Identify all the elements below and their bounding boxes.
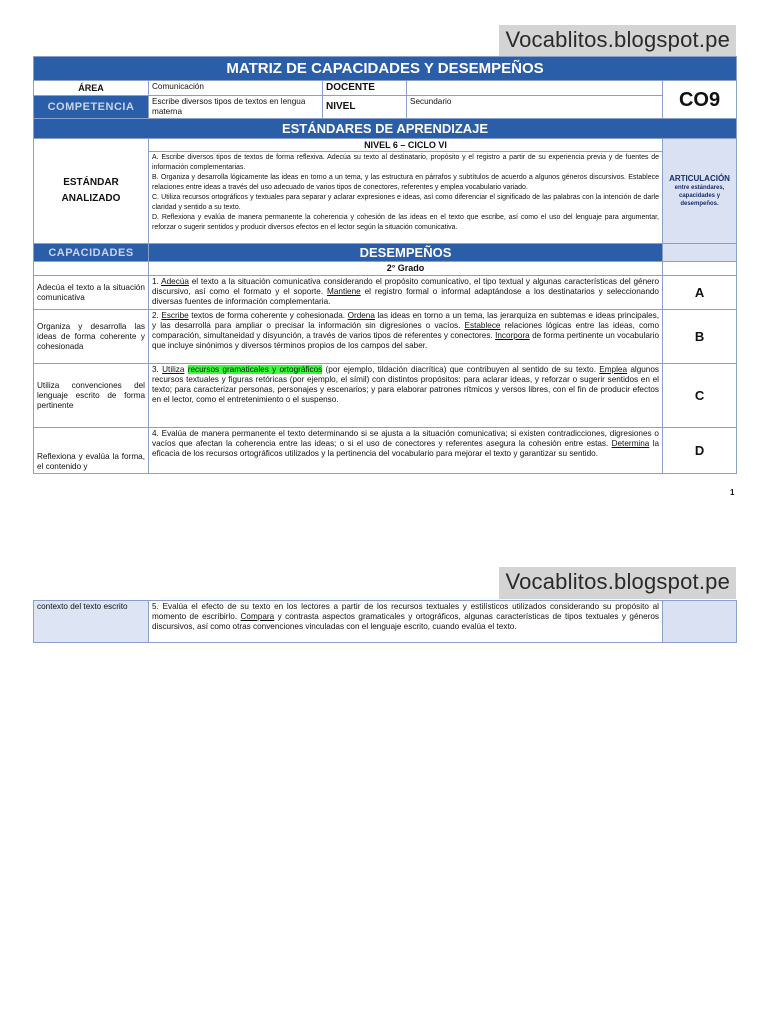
capacidad-cell: Utiliza convenciones del lenguaje escrito de forma pertinente [34,364,149,428]
capacidad-cell: contexto del texto escrito [34,601,149,643]
page-1 [0,0,768,500]
articulacion-cell [663,139,737,244]
estandar-item-c: C. Utiliza recursos ortográficos y textuales para separar y aclarar expresiones e ideas, así como diferenciar el significado de las palabras con la intención de darle claridad y sentido a su texto. [152,194,659,211]
estandar-text [149,152,663,244]
articulacion-sub: entre estándares, capacidades y desempeños. [674,185,725,207]
nivel-ciclo: NIVEL 6 – CICLO VI [149,139,663,152]
competencia-label: COMPETENCIA [34,96,149,119]
matrix-table-continuation [33,600,737,643]
estandar-item-a: A. Escribe diversos tipos de textos de forma reflexiva. Adecúa su texto al destinatario, propósito y el registro a partir de su experiencia previa y de fuentes de información complementarias. [152,154,659,171]
capacidad-cell: Adecúa el texto a la situación comunicativa [34,276,149,310]
text-segment: 2. [152,311,162,320]
docente-value [407,81,663,96]
text-segment: el registro formal o informal adaptándose a los destinatarios y seleccionando diversas fuentes de información complementaria. [152,287,659,306]
table-row [34,276,737,310]
grado-empty [34,262,149,276]
matrix-title: MATRIZ DE CAPACIDADES Y DESEMPEÑOS [34,57,737,81]
text-segment: la eficacia de los recursos ortográficos utilizados y la pertinencia del vocabulario para mejorar el texto y garantizar su sentido. [152,439,659,458]
desempenos-label: DESEMPEÑOS [149,244,663,262]
nivel-label: NIVEL [323,96,407,119]
text-segment: el texto a la situación comunicativa considerando el propósito comunicativo, el tipo textual y algunas características del género discursivo, así como el formato y el soporte. [152,277,659,296]
text-segment: 1. [152,277,162,286]
estandares-title: ESTÁNDARES DE APRENDIZAJE [34,119,737,139]
underlined-verb: Escribe [161,311,189,320]
text-segment: (por ejemplo, tildación diacrítica) que contribuyen al sentido de su texto. [322,365,600,374]
desempenos-side [663,244,737,262]
nivel-value: Secundario [407,96,663,119]
capacidad-cell: Organiza y desarrolla las ideas de forma coherente y cohesionada [34,310,149,364]
capacidades-label: CAPACIDADES [34,244,149,262]
docente-label: DOCENTE [323,81,407,96]
estandar-item-d: D. Reflexiona y evalúa de manera permanente la coherencia y cohesión de las ideas en el texto que escribe, así como el uso del lenguaje para argumentar, reforzar o sugerir sentidos y producir diversos efectos en el lector según la situación comunicativa. [152,214,659,231]
underlined-verb: Adecúa [161,277,189,286]
area-value: Comunicación [149,81,323,96]
text-segment: 5. Evalúa el efecto de su texto en los lectores a partir de los recursos textuales y estilísticos utilizados considerando su propósito al momento de escribirlo. [152,602,659,621]
underlined-verb: Mantiene [327,287,361,296]
estandar-label: ESTÁNDAR ANALIZADO [34,139,149,244]
underlined-verb: Ordena [347,311,375,320]
underlined-verb: Compara [240,612,275,621]
competencia-value: Escribe diversos tipos de textos en lengua materna [149,96,323,119]
desempeno-cell [149,310,663,364]
desempeno-cell [149,601,663,643]
table-row [34,428,737,474]
underlined-verb: Determina [611,439,650,448]
desempeno-cell [149,364,663,428]
articulacion-title: ARTICULACIÓN [669,174,730,183]
area-label: ÁREA [34,81,149,96]
capacidad-cell: Reflexiona y evalúa la forma, el contenido y [34,428,149,474]
highlighted-text: recursos gramaticales y ortográficos [187,365,323,374]
text-segment: textos de forma coherente y cohesionada. [188,311,348,320]
articulacion-letter: A [663,276,737,310]
text-segment: algunos recursos textuales y figuras retóricas (por ejemplo, el símil) con distintos propósitos: para aclarar ideas, y reforzar o sugerir sentidos en el texto; para caracterizar personas, personajes y escenarios; y para elaborar patrones rítmicos y versos libres, con el fin de producir efectos en el lector, como el entretenimiento o el suspenso. [152,365,659,404]
articulacion-letter: B [663,310,737,364]
watermark: Vocablitos.blogspot.pe [499,567,736,599]
underlined-verb: Incorpora [495,331,530,340]
text-segment: relaciones lógicas entre las ideas, como comparación, simultaneidad y disyunción, a través de varios tipos de referentes y conectores. [152,321,660,340]
desempeno-cell [149,428,663,474]
text-segment: 4. Evalúa de manera permanente el texto determinando si se ajusta a la situación comunicativa; si existen contradicciones, digresiones o vacíos que afectan la coherencia entre las ideas; o si el uso de conectores y referentes asegura la cohesión entre estas. [152,429,659,448]
grado-side [663,262,737,276]
articulacion-letter: C [663,364,737,428]
matrix-table [33,56,737,474]
page-2 [0,560,768,1024]
text-segment: de forma pertinente un vocabulario que incluye sinónimos y diversos términos propios de los campos del saber. [152,331,659,350]
underlined-verb: Emplea [599,365,628,374]
table-row [34,310,737,364]
text-segment: las ideas en torno a un tema, las jerarquiza en subtemas e ideas principales, y las desarrolla para ampliar o precisar la información sin digresiones o vacíos. [152,311,659,330]
articulacion-letter: D [663,428,737,474]
underlined-verb: Establece [464,321,501,330]
articulacion-letter [663,601,737,643]
text-segment: 3. [152,365,163,374]
course-code: CO9 [663,81,737,119]
grado: 2° Grado [149,262,663,276]
text-segment: y contrasta aspectos gramaticales y ortográficos, algunas características de tipos textuales y géneros discursivos, así como otras convenciones vinculadas con el lenguaje escrito, cuando evalúa el texto. [152,612,659,631]
page-number: 1 [730,488,735,497]
table-row [34,601,737,643]
underlined-verb: Utiliza [162,365,185,374]
watermark: Vocablitos.blogspot.pe [499,25,736,57]
table-row [34,364,737,428]
estandar-item-b: B. Organiza y desarrolla lógicamente las ideas en torno a un tema, y las estructura en párrafos y subtítulos de acuerdo a algunos géneros discursivos. Establece relaciones entre ideas a través del uso adecuado de varios tipos de conectores, referentes y emplea vocabulario variado. [152,174,659,191]
desempeno-cell [149,276,663,310]
